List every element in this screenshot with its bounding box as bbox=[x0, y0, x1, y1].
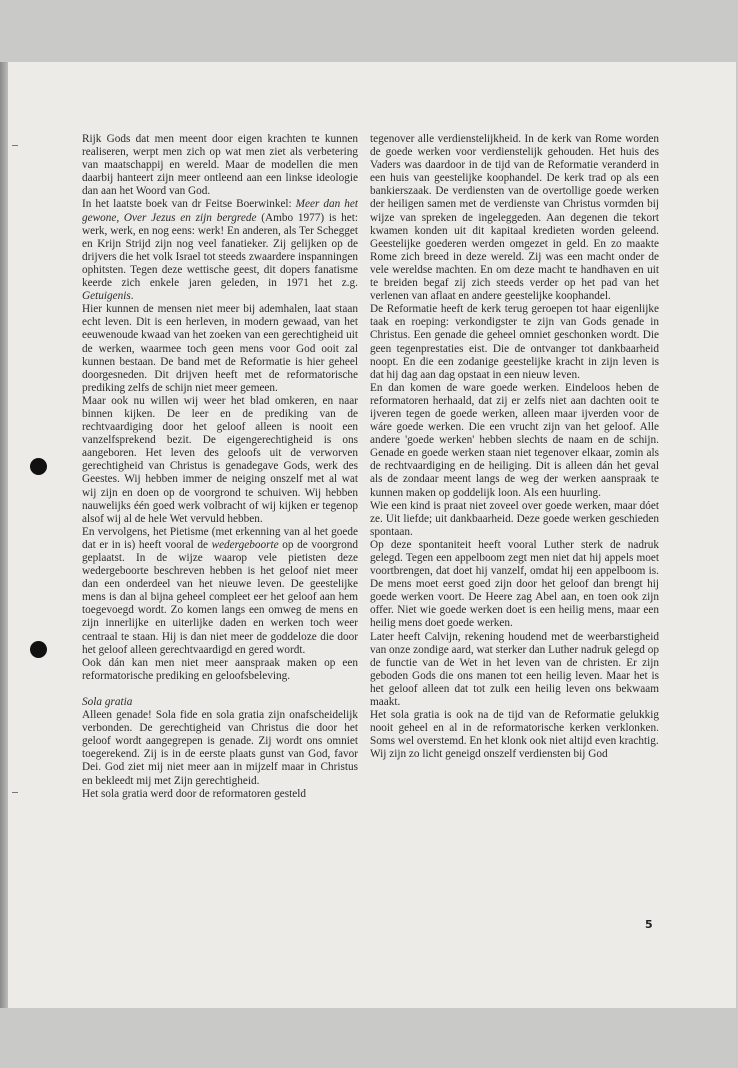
paragraph: Het sola gratia werd door de reformatoren gesteld bbox=[82, 787, 306, 800]
paragraph bbox=[82, 526, 358, 657]
page-edge bbox=[0, 62, 8, 1008]
document-title: Getuigenis bbox=[82, 290, 131, 303]
paragraph: Alleen genade! Sola fide en sola gratia zijn onafscheidelijk verbonden. De gerechtigheid van Christus die door het geloof wordt aangegrepen is genade. Zij wordt ons omniet toegerekend. Zij is in de eerste plaats gunst van God, favor Dei. God ziet mij niet meer aan in mijzelf maar in Christus en bekleedt mij met Zijn gerechtigheid. bbox=[82, 709, 358, 787]
page-number: 5 bbox=[645, 918, 653, 931]
paragraph: Later heeft Calvijn, rekening houdend met de weerbarstigheid van onze zondige aard, wat sterker dan Luther nadruk gelegd op de functie van de Wet in het leven van de christen. Er zijn geboden Gods die ons manen tot een heilig leven. Maar het is het geloof alleen dat tot zulk een heilig leven ons bekwaam maakt. bbox=[370, 630, 659, 709]
paragraph: Wij zijn zo licht geneigd onszelf verdiensten bij God bbox=[370, 748, 608, 761]
margin-mark bbox=[12, 792, 18, 793]
text-run: . bbox=[130, 290, 134, 303]
paragraph: tegenover alle verdienstelijkheid. In de kerk van Rome worden de goede werken voor verdienstelijk gehouden. Het huis des Vaders was daardoor in de tijd van de Reformatie veranderd in een huis van geestelijke koophandel. De kerk trad op als een bankierszaak. De verdiensten van de overtollige goede werken der heiligen samen met de verdienste van Christus vormden bij wijze van spreken de ingeleggeden. Aan degenen die tekort kwamen konden uit dit kapitaal kredieten worden geleend. Geestelijke goederen werden omgezet in geld. En zo maakte Rome zich breed in deze wereld. Zij was een macht onder de vele wereldse machten. En om deze macht te handhaven en uit te breiden begaf zij zich steeds verder op het pad van het verlenen van aflaat en andere geestelijke koophandel. bbox=[370, 133, 659, 303]
left-column bbox=[82, 133, 358, 933]
paragraph bbox=[82, 198, 358, 303]
punch-hole bbox=[30, 458, 47, 475]
paragraph: Ook dán kan men niet meer aanspraak maken op een reformatorische prediking en geloofsbeleving. bbox=[82, 656, 358, 682]
paragraph: Rijk Gods dat men meent door eigen krachten te kunnen realiseren, werpt men zich op wat men ziet als verbetering van maatschappij en wereld. Maar de modellen die men daarbij hanteert zijn meer ontleend aan een linkse ideologie dan aan het Woord van God. bbox=[82, 133, 358, 198]
paragraph: Het sola gratia is ook na de tijd van de Reformatie gelukkig nooit geheel en al in de reformatorische kerken verklonken. Soms wel overstemd. En het klonk ook niet altijd even krachtig. bbox=[370, 709, 659, 748]
emphasis: wedergeboorte bbox=[211, 538, 279, 551]
text-run: En vervolgens, het Pietisme (met erkenning van al het goede dat er in is) heeft vooral de bbox=[82, 525, 358, 551]
section-heading bbox=[82, 696, 358, 709]
paragraph: Op deze spontaniteit heeft vooral Luther sterk de nadruk gelegd. Tegen een appelboom zegt men niet dat hij appels moet voortbrengen, dat doet hij vanzelf, omdat hij een appelboom is. De mens moet eerst goed zijn door het geloof dan brengt hij goede werken voort. De Heere zag Abel aan, en toen ook zijn offer. Niet wie goede werken doet is een heilig mens, maar een heilig mens doet goede werken. bbox=[370, 538, 659, 630]
text-run: In het laatste boek van dr Feitse Boerwinkel: bbox=[82, 198, 296, 211]
paragraph: Wie een kind is praat niet zoveel over goede werken, maar dóet ze. Uit liefde; uit dankbaarheid. Deze goede werken geschieden spontaan. bbox=[370, 499, 659, 538]
text-run: op de voorgrond geplaatst. In de wijze waarop vele pietisten deze wedergeboorte beschreven hebben is het geloof niet meer dan een onderdeel van het nieuwe leven. De geestelijke mens is dan al bijna geheel compleet eer het geloof aan hem toegevoegd wordt. Zo komen langs een omweg de mens en zijn innerlijke en uiterlijke daden en werken toch weer centraal te staan. Hij is dan niet meer de goddeloze die door het geloof alleen gerechtvaardigd en gered wordt. bbox=[82, 538, 358, 656]
section-heading-text: Sola gratia bbox=[82, 695, 133, 708]
punch-hole bbox=[30, 641, 47, 658]
paragraph: Hier kunnen de mensen niet meer bij ademhalen, laat staan echt leven. Dit is een herleven, in modern gewaad, van het eeuwenoude kwaad van het zoeken van een gerechtigheid uit de werken, waarmee toch geen mens voor God ooit zal kunnen bestaan. De band met de Reformatie is hier geheel doorgesneden. Dit drijven heeft met de reformatorische prediking zelfs de schijn niet meer gemeen. bbox=[82, 303, 358, 394]
paragraph: En dan komen de ware goede werken. Eindeloos heben de reformatoren herhaald, dat zij er zelfs niet aan dachten ooit te ijveren tegen de goede werken, alleen maar ijverden voor de wáre goede werken. Die een vrucht zijn van het geloof. Alle andere 'goede werken' hebben slechts de naam en de schijn. Genade en goede werken staan niet tegenover elkaar, zomin als de rechtvaardiging en de heiliging. Dit is alleen dán het geval als de zondaar meent langs de weg der werken aanspraak te kunnen maken op goddelijk loon. Als een huurling. bbox=[370, 381, 659, 499]
margin-mark bbox=[12, 145, 18, 146]
right-column bbox=[370, 133, 659, 933]
paragraph: Maar ook nu willen wij weer het blad omkeren, en naar binnen kijken. De leer en de prediking van de rechtvaardiging door het geloof alleen is nooit een vanzelfsprekend bezit. De eigengerechtigheid is ons aangeboren. Het leven des geloofs uit de verworven gerechtigheid van Christus is genadegave Gods, werk des Geestes. Wij hebben immer de neiging onszelf met al wat wij zijn en doen op de voorgrond te schuiven. Wij hebben nauwelijks één goed werk volbracht of wij kijken er tegenop alsof wij al de hele Wet vervuld hebben. bbox=[82, 394, 358, 525]
book-title: Meer dan het gewone, Over Jezus en zijn bergrede bbox=[82, 198, 358, 224]
paragraph: De Reformatie heeft de kerk terug geroepen tot haar eigenlijke taak en roeping: verkondigster te zijn van Gods genade in Christus. Een genade die geheel omniet geschonken wordt. Die geen tegenprestaties eist. Die de ontvanger tot dankbaarheid noopt. En die een zodanige geestelijke kracht in zijn leven is dat hij dag aan dag opstaat in een nieuw leven. bbox=[370, 303, 659, 381]
text-run: (Ambo 1977) is het: werk, werk, en nog eens: werk! En anderen, als Ter Schegget en Krijn Strijd zijn nog veel fanatieker. Zij gelijken op de drijvers die het volk Israel tot steeds zwaardere inspanningen ophitsten. Tegen deze wettische geest, dit dopers fanatisme keerde zich enkele jaren geleden, in 1971 het z.g. bbox=[82, 211, 358, 290]
